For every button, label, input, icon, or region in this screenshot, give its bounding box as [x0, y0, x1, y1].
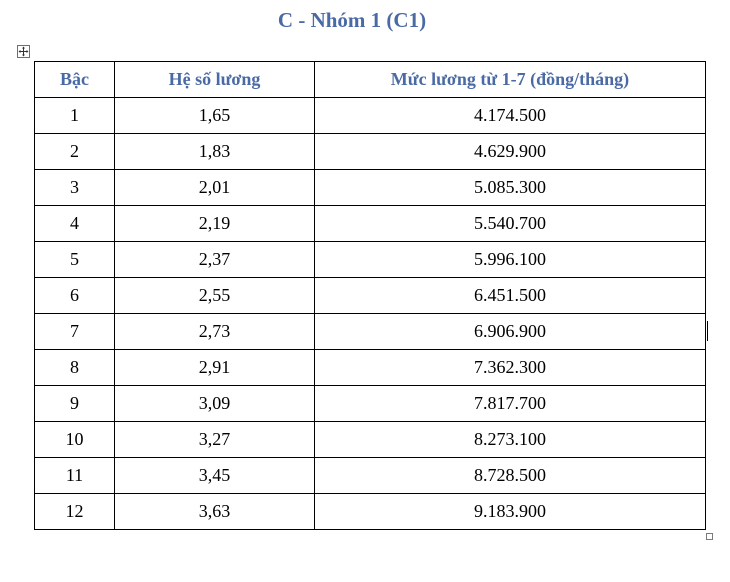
move-arrows-icon — [18, 46, 29, 57]
cell-muc-luong[interactable]: 6.906.900 — [315, 314, 706, 350]
cell-bac[interactable]: 4 — [35, 206, 115, 242]
cell-he-so-luong[interactable]: 3,09 — [115, 386, 315, 422]
table-row — [35, 350, 706, 386]
cell-bac[interactable]: 1 — [35, 98, 115, 134]
cell-muc-luong[interactable]: 8.728.500 — [315, 458, 706, 494]
table-row — [35, 278, 706, 314]
header-he-so-luong[interactable]: Hệ số lương — [115, 62, 315, 98]
table-row — [35, 386, 706, 422]
table-row — [35, 422, 706, 458]
document-title: C - Nhóm 1 (C1) — [277, 8, 427, 32]
cell-muc-luong[interactable]: 5.085.300 — [315, 170, 706, 206]
cell-bac[interactable]: 2 — [35, 134, 115, 170]
cell-muc-luong[interactable]: 9.183.900 — [315, 494, 706, 530]
table-row — [35, 494, 706, 530]
cell-he-so-luong[interactable]: 2,19 — [115, 206, 315, 242]
cell-muc-luong[interactable]: 8.273.100 — [315, 422, 706, 458]
cell-he-so-luong[interactable]: 2,73 — [115, 314, 315, 350]
cell-he-so-luong[interactable]: 1,83 — [115, 134, 315, 170]
cell-he-so-luong[interactable]: 3,63 — [115, 494, 315, 530]
header-muc-luong[interactable]: Mức lương từ 1-7 (đồng/tháng) — [315, 62, 706, 98]
cell-muc-luong[interactable]: 4.174.500 — [315, 98, 706, 134]
cell-bac[interactable]: 12 — [35, 494, 115, 530]
cell-muc-luong[interactable]: 6.451.500 — [315, 278, 706, 314]
table-row — [35, 242, 706, 278]
cell-bac[interactable]: 5 — [35, 242, 115, 278]
text-cursor — [707, 321, 708, 341]
cell-bac[interactable]: 11 — [35, 458, 115, 494]
cell-bac[interactable]: 6 — [35, 278, 115, 314]
salary-table — [34, 61, 706, 530]
cell-he-so-luong[interactable]: 2,37 — [115, 242, 315, 278]
cell-he-so-luong[interactable]: 1,65 — [115, 98, 315, 134]
table-row — [35, 98, 706, 134]
cell-muc-luong[interactable]: 5.996.100 — [315, 242, 706, 278]
cell-bac[interactable]: 3 — [35, 170, 115, 206]
cell-he-so-luong[interactable]: 3,27 — [115, 422, 315, 458]
cell-bac[interactable]: 8 — [35, 350, 115, 386]
resize-corner-icon[interactable] — [706, 533, 713, 540]
cell-muc-luong[interactable]: 7.817.700 — [315, 386, 706, 422]
table-row — [35, 134, 706, 170]
table-header-row — [35, 62, 706, 98]
cell-he-so-luong[interactable]: 3,45 — [115, 458, 315, 494]
table-row — [35, 206, 706, 242]
cell-muc-luong[interactable]: 4.629.900 — [315, 134, 706, 170]
table-body — [35, 98, 706, 530]
table-row — [35, 458, 706, 494]
cell-bac[interactable]: 10 — [35, 422, 115, 458]
cell-bac[interactable]: 9 — [35, 386, 115, 422]
cell-muc-luong[interactable]: 7.362.300 — [315, 350, 706, 386]
cell-he-so-luong[interactable]: 2,91 — [115, 350, 315, 386]
table-move-handle[interactable] — [17, 45, 30, 58]
table-row — [35, 170, 706, 206]
cell-he-so-luong[interactable]: 2,55 — [115, 278, 315, 314]
cell-he-so-luong[interactable]: 2,01 — [115, 170, 315, 206]
header-bac[interactable]: Bậc — [35, 62, 115, 98]
table-row — [35, 314, 706, 350]
cell-muc-luong[interactable]: 5.540.700 — [315, 206, 706, 242]
cell-bac[interactable]: 7 — [35, 314, 115, 350]
